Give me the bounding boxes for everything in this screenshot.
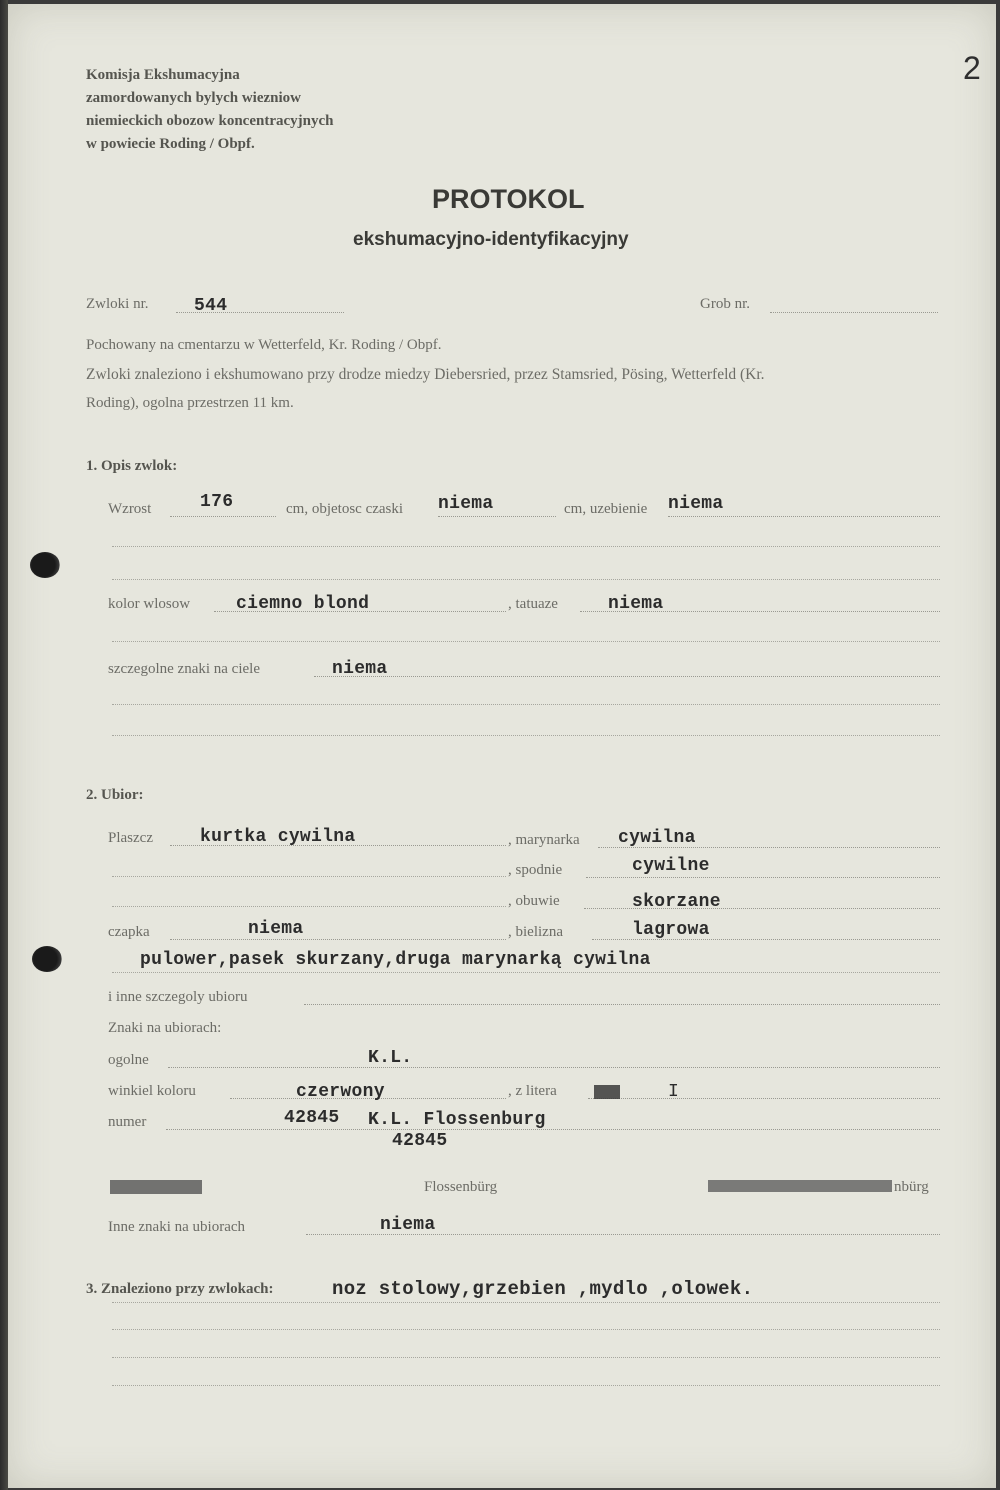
ruled-line xyxy=(112,1329,940,1330)
uzebienie-label: cm, uzebienie xyxy=(564,501,648,517)
ruled-line xyxy=(112,546,940,547)
marynarka-value: cywilna xyxy=(618,828,696,848)
zwloki-value: 544 xyxy=(194,296,228,316)
section2-heading: 2. Ubior: xyxy=(86,787,144,803)
wzrost-label: Wzrost xyxy=(108,501,152,517)
ruled-line xyxy=(112,876,506,877)
czaski-dots xyxy=(438,516,556,517)
ogolne-value: K.L. xyxy=(368,1048,413,1068)
czaski-label: cm, objetosc czaski xyxy=(286,501,404,517)
punch-hole xyxy=(32,946,62,972)
spodnie-dots xyxy=(586,877,940,878)
document-page xyxy=(8,4,996,1488)
grob-label: Grob nr. xyxy=(700,296,750,312)
czapka-dots xyxy=(170,939,506,940)
wzrost-value: 176 xyxy=(200,492,234,512)
uzebienie-value: niema xyxy=(668,494,724,514)
numer-dots xyxy=(166,1129,940,1130)
wzrost-dots xyxy=(170,516,276,517)
litera-dots xyxy=(588,1098,940,1099)
ruled-line xyxy=(112,641,940,642)
czapka-value: niema xyxy=(248,919,304,939)
numer-label: numer xyxy=(108,1114,147,1130)
czapka-label: czapka xyxy=(108,924,150,940)
section3-value: noz stolowy,grzebien ,mydlo ,olowek. xyxy=(332,1278,754,1300)
ruled-line xyxy=(112,1357,940,1358)
grob-dots xyxy=(770,312,938,313)
inne-szczegoly-label: i inne szczegoly ubioru xyxy=(108,989,248,1005)
section1-heading: 1. Opis zwlok: xyxy=(86,458,178,474)
obuwie-value: skorzane xyxy=(632,892,721,912)
czaski-value: niema xyxy=(438,494,494,514)
plaszcz-label: Plaszcz xyxy=(108,830,153,846)
scan-edge xyxy=(0,0,8,1490)
ogolne-dots xyxy=(168,1067,940,1068)
spodnie-label: , spodnie xyxy=(508,862,563,878)
znaki-value: niema xyxy=(332,659,388,679)
uzebienie-dots xyxy=(668,516,940,517)
flossenburg-right-label: nbürg xyxy=(894,1179,929,1195)
numer-camp-value: K.L. Flossenburg xyxy=(368,1110,546,1130)
page-number: 2 xyxy=(963,50,981,86)
znaki-ubiorach-heading: Znaki na ubiorach: xyxy=(108,1020,222,1036)
plaszcz-value: kurtka cywilna xyxy=(200,827,356,847)
commission-header xyxy=(86,64,333,156)
ruled-line xyxy=(112,735,940,736)
header-line: Komisja Ekshumacyjna xyxy=(86,67,240,83)
extra-clothing-line: pulower,pasek skurzany,druga marynarką cywilna xyxy=(140,950,651,970)
document-subtitle: ekshumacyjno-identyfikacyjny xyxy=(353,229,629,250)
ruled-line xyxy=(112,906,506,907)
typed-over-mark xyxy=(594,1085,620,1099)
winkiel-label: winkiel koloru xyxy=(108,1083,196,1099)
bielizna-label: , bielizna xyxy=(508,924,563,940)
struck-out-field-left xyxy=(110,1180,202,1194)
section3-label: 3. Znaleziono przy zwlokach: xyxy=(86,1281,274,1297)
ruled-line xyxy=(112,704,940,705)
inne-znaki-value: niema xyxy=(380,1215,436,1235)
kolor-label: kolor wlosow xyxy=(108,596,191,612)
numer-value-repeat: 42845 xyxy=(392,1131,448,1151)
ruled-line xyxy=(112,1385,940,1386)
znaki-dots xyxy=(314,676,940,677)
ruled-line xyxy=(112,1302,940,1303)
tatuaze-label: , tatuaze xyxy=(508,596,558,612)
spodnie-value: cywilne xyxy=(632,856,710,876)
winkiel-value: czerwony xyxy=(296,1082,385,1102)
znaleziono-text-line2: Roding), ogolna przestrzen 11 km. xyxy=(86,395,294,411)
zwloki-label: Zwloki nr. xyxy=(86,296,149,312)
document-title: PROTOKOL xyxy=(432,184,585,214)
kolor-value: ciemno blond xyxy=(236,594,370,614)
ogolne-label: ogolne xyxy=(108,1052,149,1068)
znaleziono-text-line1: Zwloki znaleziono i ekshumowano przy drodze miedzy Diebersried, przez Stamsried, Pösing, Wetterfeld (Kr. xyxy=(86,366,765,383)
litera-label: , z litera xyxy=(508,1083,557,1099)
numer-value: 42845 xyxy=(284,1108,340,1128)
marynarka-label: , marynarka xyxy=(508,832,580,848)
inne-szczegoly-dots xyxy=(304,1004,940,1005)
ruled-line xyxy=(112,579,940,580)
flossenburg-left-label: Flossenbürg xyxy=(424,1179,498,1195)
punch-hole xyxy=(30,552,60,578)
obuwie-label: , obuwie xyxy=(508,893,560,909)
header-line: zamordowanych bylych wiezniow xyxy=(86,90,301,106)
bielizna-value: lagrowa xyxy=(632,920,710,940)
ruled-line xyxy=(112,972,940,973)
header-line: w powiecie Roding / Obpf. xyxy=(86,136,255,152)
inne-znaki-label: Inne znaki na ubiorach xyxy=(108,1219,246,1235)
struck-out-field-right xyxy=(708,1180,892,1192)
header-line: niemieckich obozow koncentracyjnych xyxy=(86,113,334,129)
pochowany-text: Pochowany na cmentarzu w Wetterfeld, Kr. Roding / Obpf. xyxy=(86,337,442,353)
litera-value: I xyxy=(668,1082,680,1102)
znaki-label: szczegolne znaki na ciele xyxy=(108,661,260,677)
tatuaze-value: niema xyxy=(608,594,664,614)
